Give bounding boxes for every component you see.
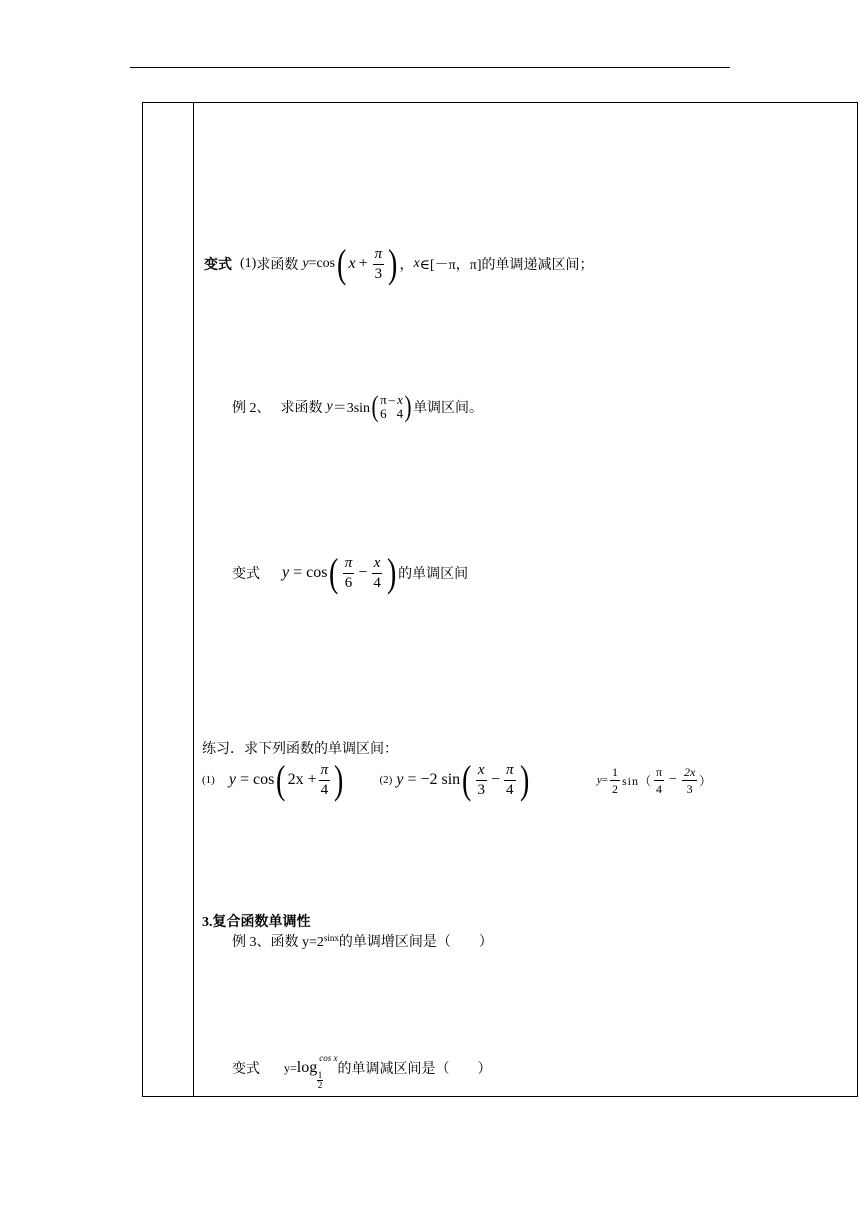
variant-2-minus: − [358,564,368,581]
variant-1-y: y [302,256,309,271]
practice-2-frac-b [504,763,516,798]
example-3-exponent: sinx [323,933,339,943]
practice-2-three: 3 [477,781,485,798]
section-3-heading [202,911,311,931]
variant-1-eq: = [308,256,317,271]
variant-2-eq: = cos [293,564,328,581]
practice-3-sin: sin（ [621,773,652,788]
practice-3-minus: − [669,772,677,787]
variant-3-log [296,1053,338,1090]
practice-1-lparen: ( [276,757,286,802]
practice-1-rparen: ) [334,757,344,802]
practice-3-frac-b [682,766,697,795]
section-3-title: 3.复合函数单调性 [202,915,311,930]
practice-3-four: 4 [656,781,663,796]
variant-3-log-arg: cos x [319,1053,338,1063]
practice-1-four: 4 [320,781,329,798]
variant-2-pi: π [343,556,355,574]
example-3-tail: 的单调增区间是（ ） [338,935,493,950]
example-3-text: 例 3、函数 y=2 [232,935,324,950]
example-2-lbracket: ( [371,390,379,423]
variant-1-rparen: ) [388,241,398,286]
practice-1-2x: 2x + [287,771,317,788]
variant-2-frac-b [371,556,383,591]
variant-1-number: (1) [240,256,257,271]
variant-2-frac-a [343,556,355,591]
example-2-rbracket: ) [404,390,412,423]
variant-1-lparen: ( [337,241,347,286]
variant-1-x2: x [413,256,420,271]
practice-3-close: ） [699,773,712,788]
practice-1-number: (1) [202,774,215,786]
practice-title-text: 练习．求下列函数的单调区间： [202,742,398,757]
practice-1-pi: π [319,763,331,781]
practice-items-line [202,757,712,802]
example-2-text: 求函数 [280,401,323,416]
variant-2-label: 变式 [232,567,260,582]
example-2-minus: – [388,391,396,407]
practice-2-rparen: ) [519,757,529,802]
practice-3-y: y [596,774,602,786]
example-3-line [232,931,493,951]
variant-2-rparen: ) [386,550,397,595]
variant-2-four: 4 [373,574,381,591]
variant-3-base-num: 1 [317,1070,323,1080]
variant-3-log-base [317,1071,324,1090]
variant-1-cos: cos [316,256,336,271]
variant-1-pi: π [373,247,385,265]
example-2-six: 6 [380,406,387,421]
practice-2-number: (2) [379,774,393,786]
variant-1-label: 变式 [204,258,232,273]
practice-2-four: 4 [506,781,514,798]
table-column-divider [193,102,194,1097]
practice-2-frac-a [475,763,487,798]
variant-3-label: 变式 [232,1062,260,1077]
variant-1-comma: ， [399,258,414,273]
variant-3-tail: 的单调减区间是（ ） [337,1062,492,1077]
practice-3-three: 3 [686,781,693,796]
variant-2-x: x [372,556,383,574]
variant-2-y: y [282,564,290,581]
header-rule [130,67,730,68]
practice-2-pi: π [504,763,516,781]
practice-2-x: x [476,763,487,781]
variant-1-plus: + [358,255,368,272]
practice-2-lparen: ( [462,757,472,802]
practice-2-y: y [396,771,404,788]
practice-2-minus: − [490,771,501,788]
variant-3-y: y= [284,1060,297,1075]
variant-2-tail: 的单调区间 [398,567,469,582]
example-2-tail: 单调区间。 [413,401,484,416]
example-2-pi: π [380,391,387,407]
variant-1-three: 3 [374,265,383,282]
variant-1-fraction [373,247,385,282]
practice-3-frac-a [654,766,664,795]
practice-3-pi: π [655,764,663,779]
practice-3-eq: = [601,774,608,786]
example-2-line [232,392,483,422]
practice-1-frac [319,763,331,798]
example-2-args [380,393,403,422]
variant-2-six: 6 [344,574,353,591]
variant-2-lparen: ( [329,550,339,595]
practice-3-2x: 2x [683,764,696,779]
variant-1-text: 求函数 [256,258,299,273]
variant-3-log-text: log [296,1059,318,1076]
practice-3-two: 2 [611,781,618,796]
example-2-label: 例 2、 [232,401,271,416]
variant-3-line [232,1053,492,1090]
variant-1-domain: ∈[－π，π]的单调递减区间； [419,258,594,273]
practice-1-eq: = cos [239,771,275,788]
practice-2-eq: = −2 sin [407,771,461,788]
practice-1-y: y [228,771,236,788]
example-2-y: y [326,399,333,414]
example-2-x: x [397,391,403,407]
variant-1-line [204,241,594,286]
practice-title [202,738,398,758]
practice-3-one: 1 [611,764,618,779]
variant-2-line [232,550,469,595]
variant-1-x: x [348,255,356,272]
variant-3-base-den: 2 [317,1080,323,1090]
example-2-four: 4 [396,406,404,421]
example-2-coef: ＝3sin [332,401,371,416]
practice-3-half [610,766,620,795]
